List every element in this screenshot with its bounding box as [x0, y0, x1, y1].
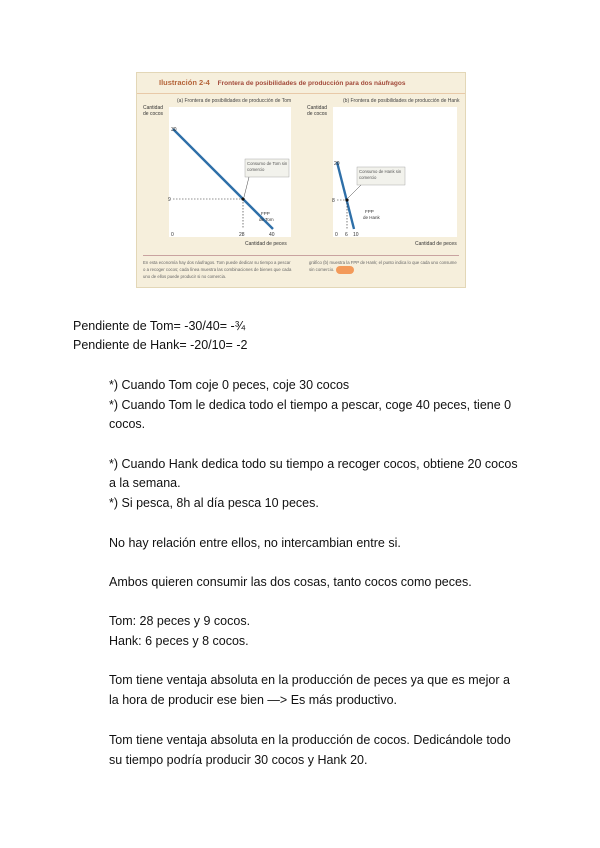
panel-b-title: (b) Frontera de posibilidades de producción de Hank	[343, 98, 460, 104]
panel-a-title: (a) Frontera de posibilidades de producción de Tom	[177, 98, 292, 104]
panel-b-xtick-0: 0	[335, 232, 338, 238]
panel-a-curve-label-1: FPP	[261, 211, 270, 216]
panel-a-ymid: 9	[168, 197, 171, 203]
note-line: Pendiente de Tom= -30/40= -¾	[73, 319, 246, 333]
figure-number: Ilustración 2-4	[159, 78, 210, 87]
panel-b-ytick: 20	[334, 161, 340, 167]
panel-a-xtick-0: 0	[171, 232, 174, 238]
note-line: Ambos quieren consumir las dos cosas, tanto cocos como peces.	[109, 575, 472, 589]
note-line: a la semana.	[109, 476, 181, 490]
highlight-mark	[336, 266, 354, 274]
note-line: cocos.	[109, 417, 146, 431]
panel-a-ylabel: Cantidad de cocos	[143, 105, 164, 117]
note-line: Hank: 6 peces y 8 cocos.	[109, 634, 249, 648]
caption-rule	[143, 255, 459, 256]
figure-caption-right: gráfico (b) muestra la FPP de Hank; el punto indica lo que cada uno consume sin comercio.	[309, 260, 457, 273]
panel-a-xtick-1: 28	[239, 232, 245, 238]
panel-b-curve-label-1: FPP	[365, 209, 374, 214]
panel-a-ytick: 30	[171, 127, 177, 133]
note-line: Pendiente de Hank= -20/10= -2	[73, 338, 248, 352]
note-line: No hay relación entre ellos, no intercambian entre si.	[109, 536, 401, 550]
panel-b-curve-label-2: de Hank	[363, 215, 380, 220]
note-line: *) Si pesca, 8h al día pesca 10 peces.	[109, 496, 319, 510]
panel-a-consumption-point	[241, 197, 244, 200]
panel-b-xtick-2: 10	[353, 232, 359, 238]
panel-b-callout-text: Consumo de Hank sin comercio	[359, 169, 402, 180]
note-line: Tom tiene ventaja absoluta en la producción de peces ya que es mejor a	[109, 673, 510, 687]
panel-a-curve-label-2: de Tom	[259, 217, 274, 222]
note-line: su tiempo podría producir 30 cocos y Hank 20.	[109, 753, 368, 767]
note-line: *) Cuando Tom le dedica todo el tiempo a pescar, coge 40 peces, tiene 0	[109, 398, 512, 412]
figure-caption-left: En esta economía hay dos náufragos. Tom puede dedicar su tiempo a pescar o a recoger cocos; cada línea muestra las combinaciones de bienes que cada uno de ellos puede producir si no comercia.	[143, 260, 292, 279]
figure-header	[137, 73, 465, 94]
panel-b-ymid: 8	[332, 198, 335, 204]
panel-b-xlabel: Cantidad de peces	[415, 241, 457, 247]
note-line: la hora de producir ese bien —> Es más productivo.	[109, 693, 398, 707]
panel-b-consumption-point	[345, 198, 348, 201]
panel-b-ylabel: Cantidad de cocos	[307, 105, 328, 117]
note-line: *) Cuando Hank dedica todo su tiempo a recoger cocos, obtiene 20 cocos	[109, 457, 518, 471]
figure-title: Frontera de posibilidades de producción para dos náufragos	[217, 80, 406, 87]
panel-a-xlabel: Cantidad de peces	[245, 241, 287, 247]
panel-a-xtick-2: 40	[269, 232, 275, 238]
note-line: Tom tiene ventaja absoluta en la producción de cocos. Dedicándole todo	[109, 733, 511, 747]
panel-a-callout-text: Consumo de Tom sin comercio	[247, 161, 288, 172]
panel-b-xtick-1: 6	[345, 232, 348, 238]
textbook-figure	[136, 72, 466, 288]
note-line: Tom: 28 peces y 9 cocos.	[109, 614, 251, 628]
note-line: *) Cuando Tom coje 0 peces, coje 30 cocos	[109, 378, 350, 392]
